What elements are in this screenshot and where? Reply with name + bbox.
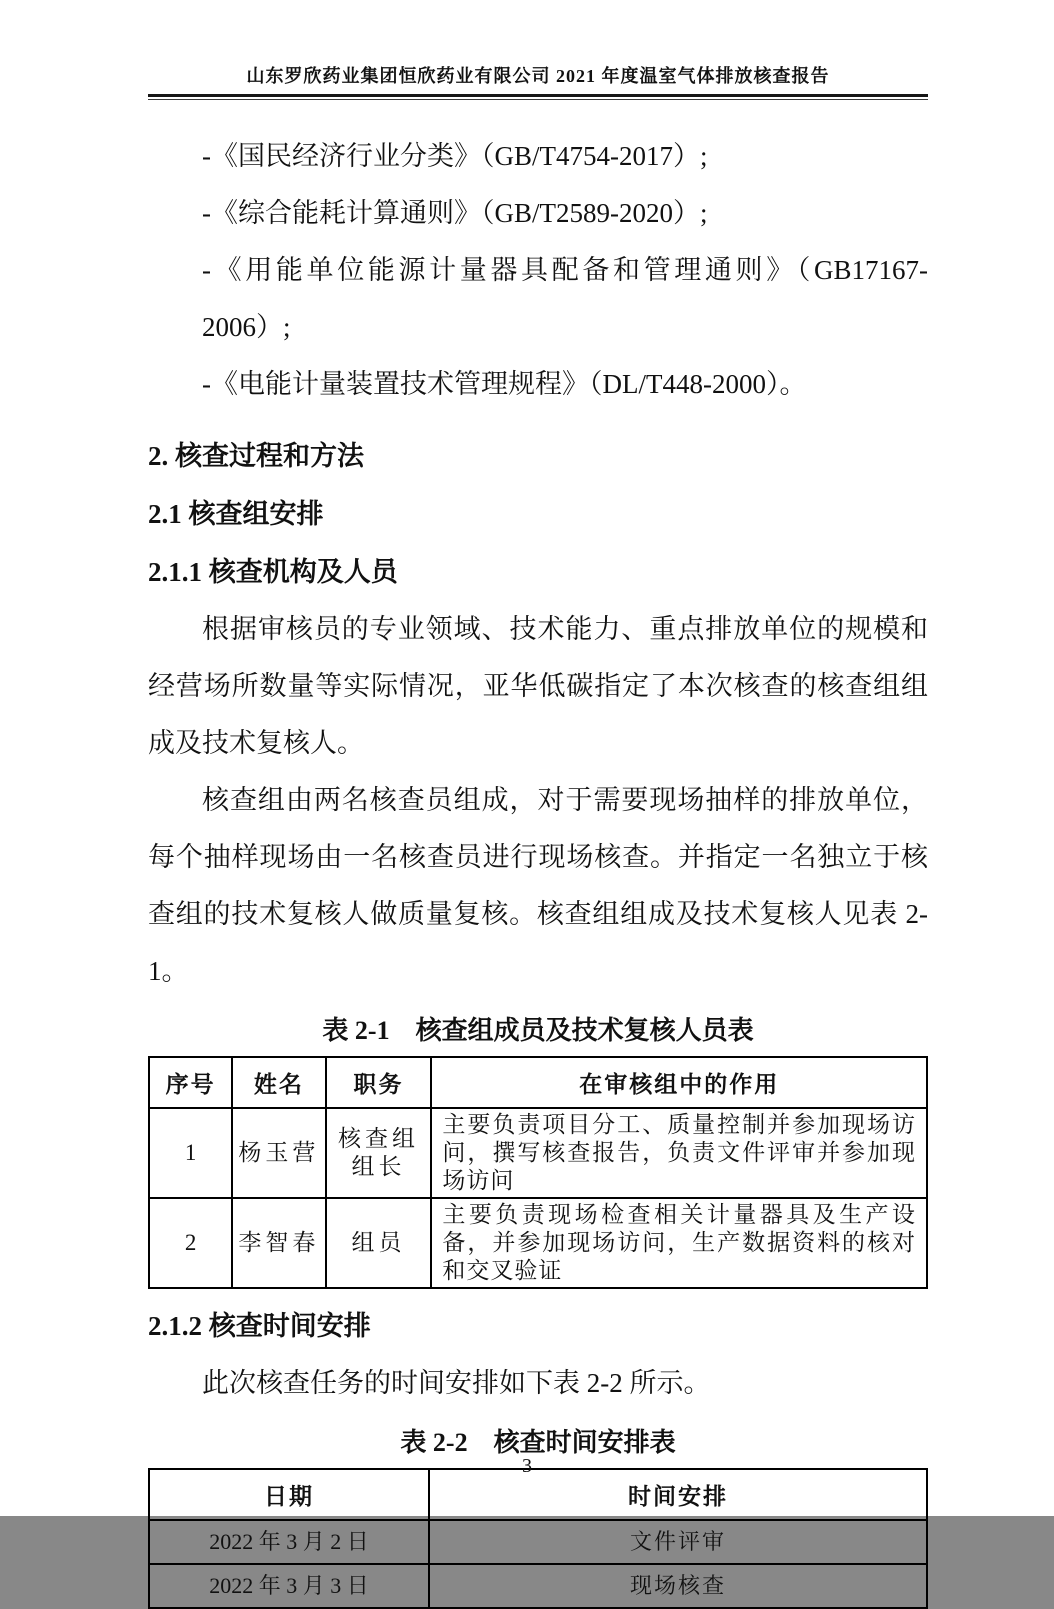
table-cell-schedule: 现场核查 (429, 1564, 927, 1608)
table-2-2-caption: 表 2-2 核查时间安排表 (400, 1428, 676, 1457)
table-cell-duty: 核查组组长 (326, 1108, 432, 1198)
table-header-row (149, 1057, 927, 1108)
table-cell-role: 主要负责现场检查相关计量器具及生产设备，并参加现场访问，生产数据资料的核对和交叉验证 (431, 1198, 927, 1288)
reference-item: -《电能计量装置技术管理规程》（DL/T448-2000）。 (202, 369, 807, 399)
table-cell-name: 李智春 (232, 1198, 325, 1288)
table-row (149, 1108, 927, 1198)
table-2-1-caption: 表 2-1 核查组成员及技术复核人员表 (322, 1016, 754, 1045)
table-cell-role: 主要负责项目分工、质量控制并参加现场访问，撰写核查报告，负责文件评审并参加现场访问 (431, 1108, 927, 1198)
table-header-cell-duty: 职务 (326, 1057, 432, 1108)
table-header-cell-date: 日期 (149, 1469, 429, 1520)
section-heading-2-1-1: 2.1.1 核查机构及人员 (148, 557, 398, 587)
reference-list (148, 128, 928, 413)
section-heading-2: 2. 核查过程和方法 (148, 441, 364, 471)
paragraph-team-composition: 核查组由两名核查员组成，对于需要现场抽样的排放单位，每个抽样现场由一名核查员进行现场核查。并指定一名独立于核查组的技术复核人做质量复核。核查组组成及技术复核人见表 2-1。 (148, 785, 928, 986)
header-rule-thin-line (148, 99, 928, 100)
table-header-cell-schedule: 时间安排 (429, 1469, 927, 1520)
header-rule-thick-line (148, 94, 928, 97)
headings-group (148, 427, 928, 601)
table-row (149, 1198, 927, 1288)
table-cell-date: 2022 年 3 月 3 日 (149, 1564, 429, 1608)
table-cell-date: 2022 年 3 月 2 日 (149, 1520, 429, 1564)
header-rule (148, 94, 928, 100)
table-header-cell-seq: 序号 (149, 1057, 232, 1108)
table-header-cell-role: 在审核组中的作用 (431, 1057, 927, 1108)
paragraph-verifier-assignment: 根据审核员的专业领域、技术能力、重点排放单位的规模和经营场所数量等实际情况，亚华低碳指定了本次核查的核查组组成及技术复核人。 (148, 614, 928, 758)
table-2-1-team-members (148, 1056, 928, 1289)
reference-item: -《综合能耗计算通则》（GB/T2589-2020）; (202, 198, 708, 228)
table-row (149, 1520, 927, 1564)
section-heading-2-1: 2.1 核查组安排 (148, 499, 324, 529)
reference-item: -《国民经济行业分类》（GB/T4754-2017）; (202, 141, 708, 171)
table-cell-schedule: 文件评审 (429, 1520, 927, 1564)
reference-item: -《用能单位能源计量器具配备和管理通则》（GB17167-2006）; (202, 255, 928, 342)
table-2-2-schedule (148, 1468, 928, 1609)
table-cell-seq: 1 (149, 1108, 232, 1198)
paragraph-schedule-intro: 此次核查任务的时间安排如下表 2-2 所示。 (202, 1368, 711, 1398)
table-header-cell-name: 姓名 (232, 1057, 325, 1108)
section-heading-2-1-2: 2.1.2 核查时间安排 (148, 1311, 371, 1341)
table-cell-duty: 组员 (326, 1198, 432, 1288)
table-cell-seq: 2 (149, 1198, 232, 1288)
running-header-title: 山东罗欣药业集团恒欣药业有限公司 2021 年度温室气体排放核查报告 (246, 66, 830, 86)
page-number: 3 (522, 1455, 532, 1477)
table-row (149, 1564, 927, 1608)
table-cell-name: 杨玉营 (232, 1108, 325, 1198)
